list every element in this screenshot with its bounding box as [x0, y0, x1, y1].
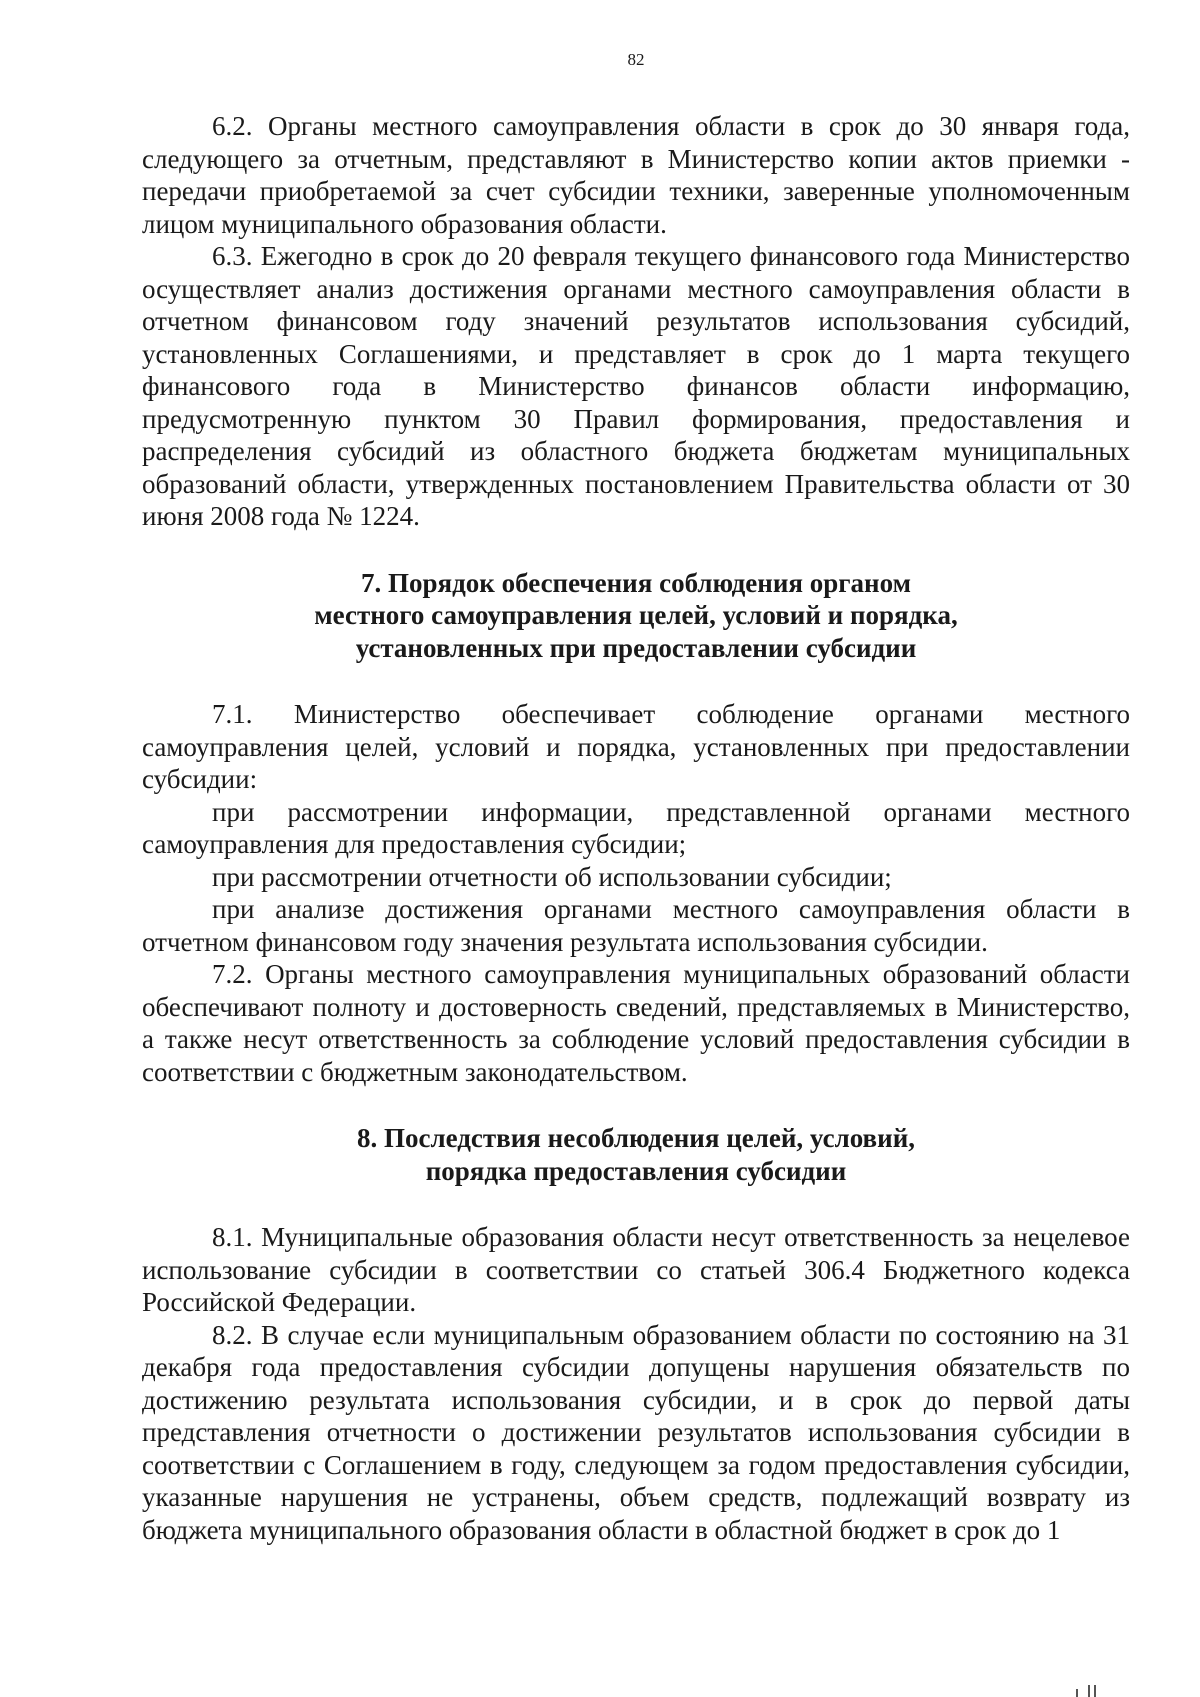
section-8-heading-line: 8. Последствия несоблюдения целей, условий, — [357, 1123, 915, 1153]
paragraph-6-3: 6.3. Ежегодно в срок до 20 февраля текущего финансового года Министерство осуществляет анализ достижения органами местного самоуправления области в отчетном финансовом году значений результатов использования субсидий, установленных Соглашениями, и представляет в срок до 1 марта текущего финансового года в Министерство финансов области информацию, предусмотренную пунктом 30 Правил формирования, предоставления и распределения субсидий из областного бюджета бюджетам муниципальных образований области, утвержденных постановлением Правительства области от 30 июня 2008 года № 1224. — [142, 241, 1130, 531]
section-7-heading-line: установленных при предоставлении субсидии — [355, 632, 917, 663]
section-7-heading-line: местного самоуправления целей, условий и порядка, — [314, 600, 958, 630]
section-8-heading — [142, 1122, 1130, 1187]
paragraph-8-1: 8.1. Муниципальные образования области несут ответственность за нецелевое использование субсидии в соответствии со статьей 306.4 Бюджетного кодекса Российской Федерации. — [142, 1222, 1130, 1317]
section-7-heading-line: 7. Порядок обеспечения соблюдения органом — [361, 567, 911, 598]
paragraph-8-2: 8.2. В случае если муниципальным образованием области по состоянию на 31 декабря года предоставления субсидии допущены нарушения обязательств по достижению результата использования субсидии, и в срок до первой даты представления отчетности о достижении результатов использования субсидии в соответствии с Соглашением в году, следующем за годом предоставления субсидии, указанные нарушения не устранены, объем средств, подлежащий возврату из бюджета муниципального образования области в областной бюджет в срок до 1 — [142, 1319, 1130, 1545]
page-number: 82 — [627, 50, 645, 69]
paragraph-7-1: 7.1. Министерство обеспечивает соблюдение органами местного самоуправления целей, условий и порядка, установленных при предоставлении субсидии: — [142, 699, 1130, 794]
document-body — [142, 110, 1130, 1546]
paragraph-7-1-item: при рассмотрении отчетности об использовании субсидии; — [212, 861, 892, 892]
paragraph-6-2: 6.2. Органы местного самоуправления области в срок до 30 января года, следующего за отчетным, представляют в Министерство копии актов приемки - передачи приобретаемой за счет субсидии техники, заверенные уполномоченным лицом муниципального образования области. — [142, 111, 1130, 239]
section-7-heading — [142, 567, 1130, 665]
section-8-heading-line: порядка предоставления субсидии — [425, 1155, 847, 1186]
scan-artifact — [1074, 1685, 1114, 1697]
paragraph-7-1-item: при анализе достижения органами местного самоуправления области в отчетном финансовом году значения результата использования субсидии. — [142, 894, 1130, 957]
paragraph-7-1-item: при рассмотрении информации, представленной органами местного самоуправления для предоставления субсидии; — [142, 796, 1130, 859]
paragraph-7-2: 7.2. Органы местного самоуправления муниципальных образований области обеспечивают полноту и достоверность сведений, представляемых в Министерство, а также несут ответственность за соблюдение условий предоставления субсидии в соответствии с бюджетным законодательством. — [142, 959, 1130, 1087]
